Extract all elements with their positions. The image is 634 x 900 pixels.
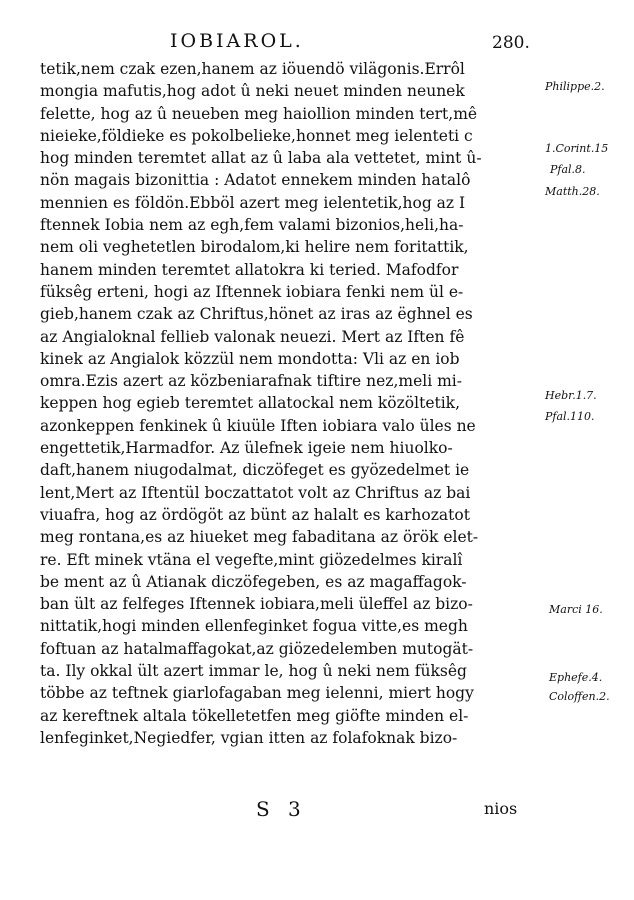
margin-note-colossen: Coloffen.2. xyxy=(549,690,610,703)
margin-note-psal-8: Pfal.8. xyxy=(550,163,586,176)
text-line: mennien es földön.Ebböl azert meg ielentetik,hog az I xyxy=(40,193,466,212)
body-text xyxy=(40,58,540,749)
text-line: lenfeginket,Negiedfer, vgian itten az folafoknak bizo- xyxy=(40,728,458,747)
text-line: foftuan az hatalmaffagokat,az giözedelemben mutogät- xyxy=(40,639,474,658)
text-line: re. Eft minek vtäna el vegefte,mint giözedelmes kiralî xyxy=(40,550,463,569)
text-line: többe az teftnek giarlofagaban meg ielenni, miert hogy xyxy=(40,684,474,703)
text-line: omra.Ezis azert az közbeniarafnak tiftire nez,meli mi- xyxy=(40,372,462,391)
text-line: gieb,hanem czak az Chriftus,hönet az iras az ëghnel es xyxy=(40,305,473,324)
text-line: ta. Ily okkal ült azert immar le, hog û neki nem füksêg xyxy=(40,662,467,681)
margin-note-matth: Matth.28. xyxy=(545,185,600,198)
text-line: nön magais bizonittia : Adatot ennekem minden hatalô xyxy=(40,171,471,190)
text-line: hanem minden teremtet allatokra ki teried. Mafodfor xyxy=(40,260,459,279)
text-line: felette, hog az û neueben meg haiollion minden tert,mê xyxy=(40,104,478,123)
text-line: daft,hanem niugodalmat, diczöfeget es gyözedelmet ie xyxy=(40,461,470,480)
text-line: ftennek Iobia nem az egh,fem valami bizonios,heli,ha- xyxy=(40,216,464,235)
text-line: keppen hog egieb teremtet allatockal nem közöltetik, xyxy=(40,394,460,413)
margin-note-corint: 1.Corint.15 xyxy=(545,142,609,155)
text-line: mongia mafutis,hog adot û neki neuet minden neunek xyxy=(40,82,465,101)
text-line: engettetik,Harmadfor. Az ülefnek igeie nem hiuolko- xyxy=(40,439,453,458)
text-line: füksêg erteni, hogi az Iftennek iobiara fenki nem ül e- xyxy=(40,282,464,301)
margin-note-ephese: Ephefe.4. xyxy=(549,671,603,684)
text-line: be ment az û Atianak diczöfegeben, es az magaffagok- xyxy=(40,572,467,591)
margin-note-psal-110: Pfal.110. xyxy=(545,410,595,423)
text-line: ban ült az felfeges Iftennek iobiara,meli üleffel az bizo- xyxy=(40,595,473,614)
margin-note-philippe: Philippe.2. xyxy=(545,80,605,93)
text-line: nieieke,földieke es pokolbelieke,honnet meg ielenteti c xyxy=(40,126,473,145)
page-number: 280. xyxy=(492,33,530,53)
text-line: meg rontana,es az hiueket meg fabaditana az örök elet- xyxy=(40,528,479,547)
catchword: nios xyxy=(484,799,518,818)
margin-note-hebr: Hebr.1.7. xyxy=(545,389,597,402)
margin-note-marci: Marci 16. xyxy=(549,603,603,616)
text-line: lent,Mert az Iftentül boczattatot volt az Chriftus az bai xyxy=(40,483,471,502)
text-line: kinek az Angialok közzül nem mondotta: Vli az en iob xyxy=(40,349,460,368)
text-line: viuafra, hog az ördögöt az bünt az halalt es karhozatot xyxy=(40,505,470,524)
text-line: tetik,nem czak ezen,hanem az iöuendö vilägonis.Errôl xyxy=(40,60,465,78)
text-line: azonkeppen fenkinek û kiuüle Iften iobiara valo üles ne xyxy=(40,416,476,435)
text-line: hog minden teremtet allat az û laba ala vettetet, mint û- xyxy=(40,149,482,168)
text-line: az kereftnek altala tökelletetfen meg giöfte minden el- xyxy=(40,706,469,725)
signature-mark: S 3 xyxy=(256,797,307,821)
text-line: nittatik,hogi minden ellenfeginket fogua vitte,es megh xyxy=(40,617,468,636)
running-head: IOBIAROL. xyxy=(170,30,304,52)
text-line: az Angialoknal fellieb valonak neuezi. Mert az Iften fê xyxy=(40,327,465,346)
text-line: nem oli veghetetlen birodalom,ki helire nem foritattik, xyxy=(40,238,469,257)
